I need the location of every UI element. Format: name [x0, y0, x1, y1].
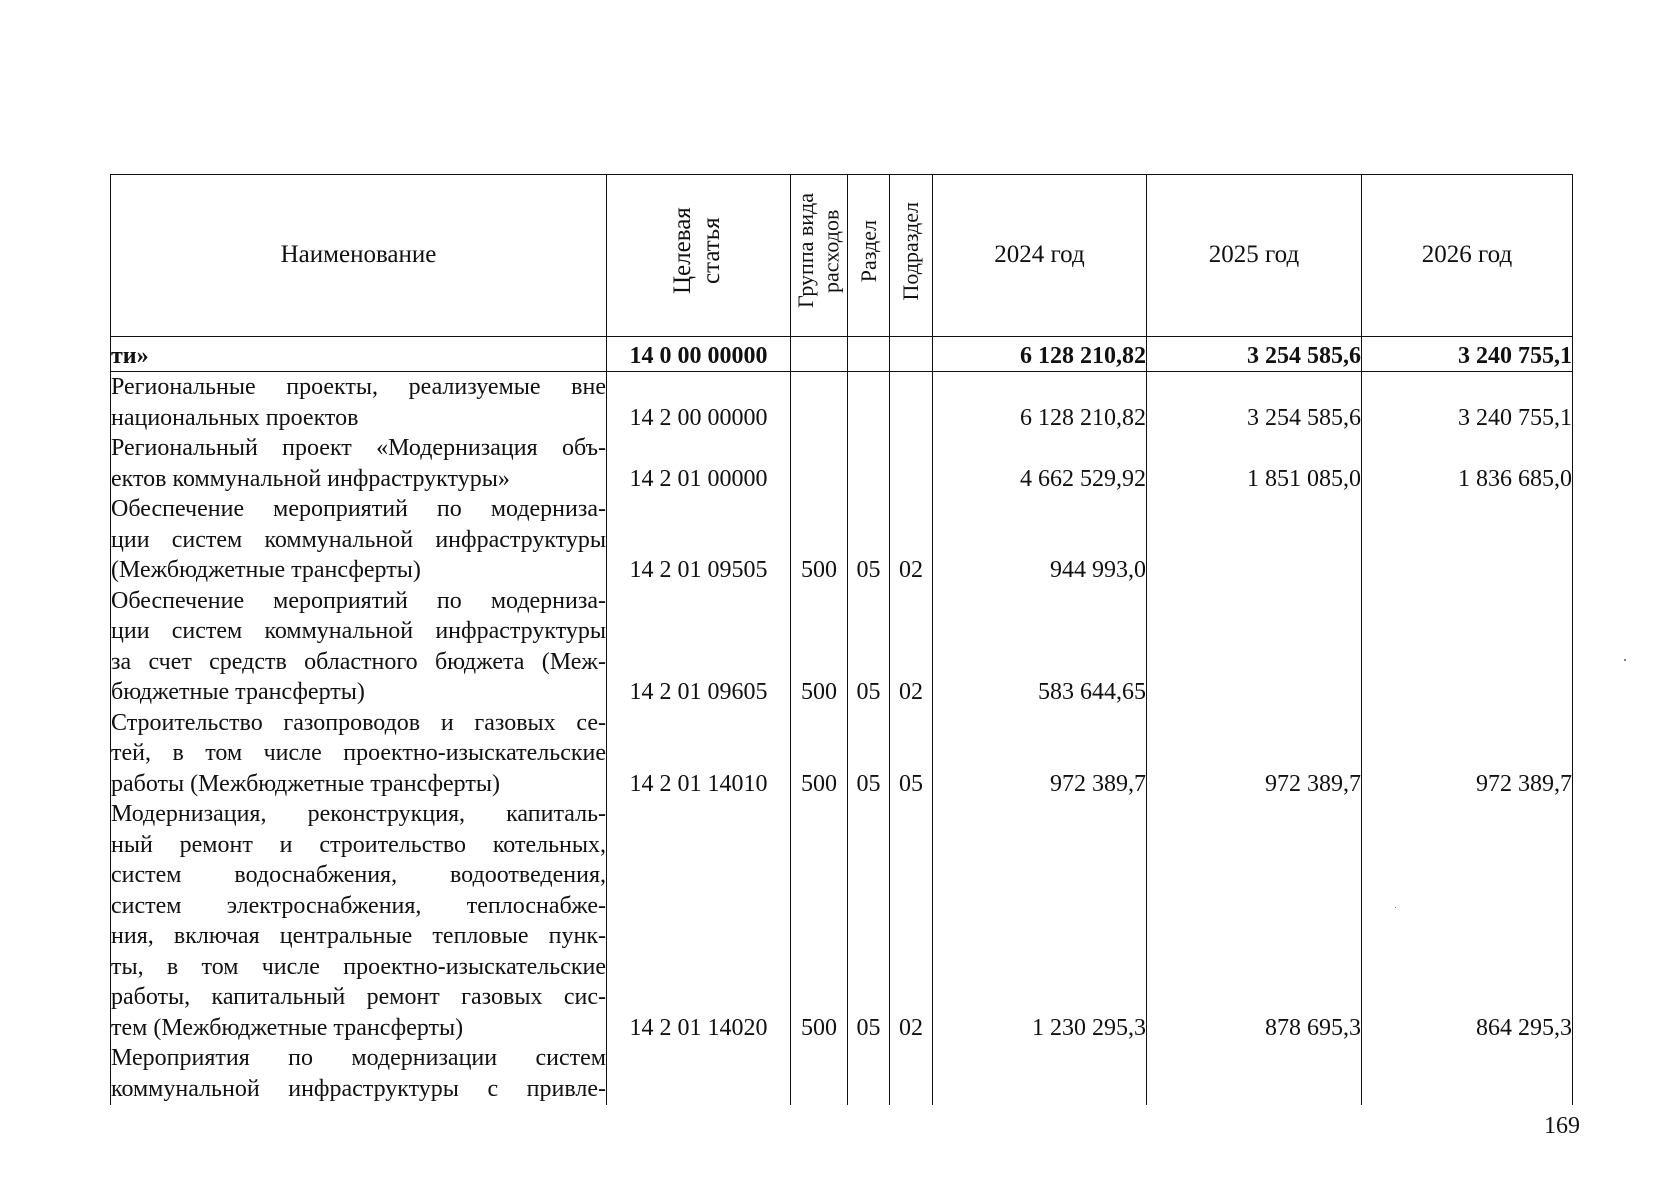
header-expense-group: Группа вида расходов: [791, 175, 848, 337]
row-name-cell: [111, 586, 607, 708]
row-name-cell: [111, 336, 607, 372]
subsection-cell: [890, 1043, 933, 1105]
table-row: [111, 586, 1573, 708]
amount-2026-cell: [1362, 494, 1573, 586]
amount-2025-cell: 1 851 085,0: [1147, 433, 1362, 494]
row-name-line: ции систем коммунальной инфраструктуры: [111, 526, 606, 553]
amount-2026-cell: [1362, 1043, 1573, 1105]
subsection-cell: 02: [890, 494, 933, 586]
amount-2026-cell: 3 240 755,1: [1362, 336, 1573, 372]
expense-group-cell: [791, 372, 848, 434]
section-cell: 05: [848, 494, 890, 586]
subsection-cell: 02: [890, 799, 933, 1043]
row-name-line: Обеспечение мероприятий по модерниза-: [111, 496, 606, 522]
table-row: [111, 708, 1573, 800]
row-name-cell: [111, 1043, 607, 1105]
amount-2025-cell: 972 389,7: [1147, 708, 1362, 800]
amount-2026-cell: 972 389,7: [1362, 708, 1573, 800]
row-name-line: ектов коммунальной инфраструктуры»: [111, 465, 510, 492]
header-year-2025: 2025 год: [1147, 175, 1362, 337]
amount-2024-cell: 1 230 295,3: [933, 799, 1147, 1043]
row-name-line: систем электроснабжения, теплоснабже-: [111, 892, 606, 919]
subsection-cell: 05: [890, 708, 933, 800]
amount-2026-cell: 1 836 685,0: [1362, 433, 1573, 494]
row-name-line: ты, в том числе проектно-изыскательские: [111, 953, 606, 980]
header-subsection: Подраздел: [890, 175, 933, 337]
amount-2024-cell: [933, 1043, 1147, 1105]
table-row: [111, 799, 1573, 1043]
budget-table: [110, 174, 1573, 1105]
expense-group-cell: 500: [791, 586, 848, 708]
expense-group-cell: [791, 336, 848, 372]
row-name-line: ти»: [111, 342, 149, 369]
amount-2025-cell: 878 695,3: [1147, 799, 1362, 1043]
row-name-line: тем (Межбюджетные трансферты): [111, 1014, 464, 1041]
row-name-cell: [111, 708, 607, 800]
table-row: [111, 494, 1573, 586]
expense-group-cell: 500: [791, 708, 848, 800]
target-article-cell: [607, 1043, 791, 1105]
section-cell: [848, 336, 890, 372]
target-article-cell: 14 2 01 09505: [607, 494, 791, 586]
table-row: [111, 336, 1573, 372]
row-name-line: ния, включая центральные тепловые пунк-: [111, 923, 606, 949]
subsection-cell: [890, 433, 933, 494]
row-name-line: Обеспечение мероприятий по модерниза-: [111, 587, 606, 614]
target-article-cell: 14 2 01 09605: [607, 586, 791, 708]
expense-group-cell: [791, 433, 848, 494]
row-name-line: Мероприятия по модернизации систем: [111, 1045, 606, 1071]
scan-speck: [1624, 659, 1626, 661]
header-name: Наименование: [111, 175, 607, 337]
amount-2025-cell: 3 254 585,6: [1147, 336, 1362, 372]
amount-2024-cell: 944 993,0: [933, 494, 1147, 586]
row-name-line: ный ремонт и строительство котельных,: [111, 831, 606, 858]
subsection-cell: 02: [890, 586, 933, 708]
section-cell: 05: [848, 799, 890, 1043]
row-name-line: Модернизация, реконструкция, капиталь-: [111, 801, 606, 827]
target-article-cell: 14 2 01 14010: [607, 708, 791, 800]
section-cell: [848, 1043, 890, 1105]
amount-2026-cell: 864 295,3: [1362, 799, 1573, 1043]
amount-2026-cell: 3 240 755,1: [1362, 372, 1573, 434]
amount-2025-cell: [1147, 586, 1362, 708]
row-name-line: бюджетные трансферты): [111, 679, 365, 705]
section-cell: 05: [848, 708, 890, 800]
row-name-line: систем водоснабжения, водоотведения,: [111, 862, 606, 888]
target-article-cell: 14 2 01 00000: [607, 433, 791, 494]
row-name-line: Строительство газопроводов и газовых се-: [111, 709, 606, 736]
row-name-line: коммунальной инфраструктуры с привле-: [111, 1075, 606, 1102]
amount-2025-cell: [1147, 1043, 1362, 1105]
header-year-2026: 2026 год: [1362, 175, 1573, 337]
amount-2024-cell: 6 128 210,82: [933, 336, 1147, 372]
row-name-cell: [111, 433, 607, 494]
target-article-cell: 14 2 01 14020: [607, 799, 791, 1043]
amount-2025-cell: 3 254 585,6: [1147, 372, 1362, 434]
expense-group-cell: [791, 1043, 848, 1105]
section-cell: [848, 372, 890, 434]
scan-speck: [1395, 907, 1396, 908]
header-section: Раздел: [848, 175, 890, 337]
subsection-cell: [890, 372, 933, 434]
header-target-article: Целевая статья: [607, 175, 791, 337]
row-name-line: за счет средств областного бюджета (Меж-: [111, 648, 606, 675]
row-name-line: Региональный проект «Модернизация объ-: [111, 435, 606, 461]
amount-2025-cell: [1147, 494, 1362, 586]
row-name-line: национальных проектов: [111, 404, 359, 431]
expense-group-cell: 500: [791, 799, 848, 1043]
table-body: [111, 336, 1573, 1105]
target-article-cell: 14 2 00 00000: [607, 372, 791, 434]
subsection-cell: [890, 336, 933, 372]
row-name-line: (Межбюджетные трансферты): [111, 557, 421, 583]
amount-2024-cell: 583 644,65: [933, 586, 1147, 708]
row-name-cell: [111, 799, 607, 1043]
amount-2026-cell: [1362, 586, 1573, 708]
table-header-row: [111, 175, 1573, 337]
row-name-cell: [111, 372, 607, 434]
target-article-cell: 14 0 00 00000: [607, 336, 791, 372]
header-year-2024: 2024 год: [933, 175, 1147, 337]
section-cell: [848, 433, 890, 494]
page-number: 169: [1544, 1113, 1580, 1139]
row-name-line: Региональные проекты, реализуемые вне: [111, 374, 606, 400]
row-name-line: работы (Межбюджетные трансферты): [111, 770, 500, 797]
section-cell: 05: [848, 586, 890, 708]
table-row: [111, 433, 1573, 494]
amount-2024-cell: 6 128 210,82: [933, 372, 1147, 434]
row-name-line: тей, в том числе проектно-изыскательские: [111, 740, 606, 766]
table-row: [111, 372, 1573, 434]
row-name-cell: [111, 494, 607, 586]
amount-2024-cell: 4 662 529,92: [933, 433, 1147, 494]
amount-2024-cell: 972 389,7: [933, 708, 1147, 800]
table-row: [111, 1043, 1573, 1105]
row-name-line: работы, капитальный ремонт газовых сис-: [111, 984, 606, 1010]
expense-group-cell: 500: [791, 494, 848, 586]
row-name-line: ции систем коммунальной инфраструктуры: [111, 618, 606, 644]
